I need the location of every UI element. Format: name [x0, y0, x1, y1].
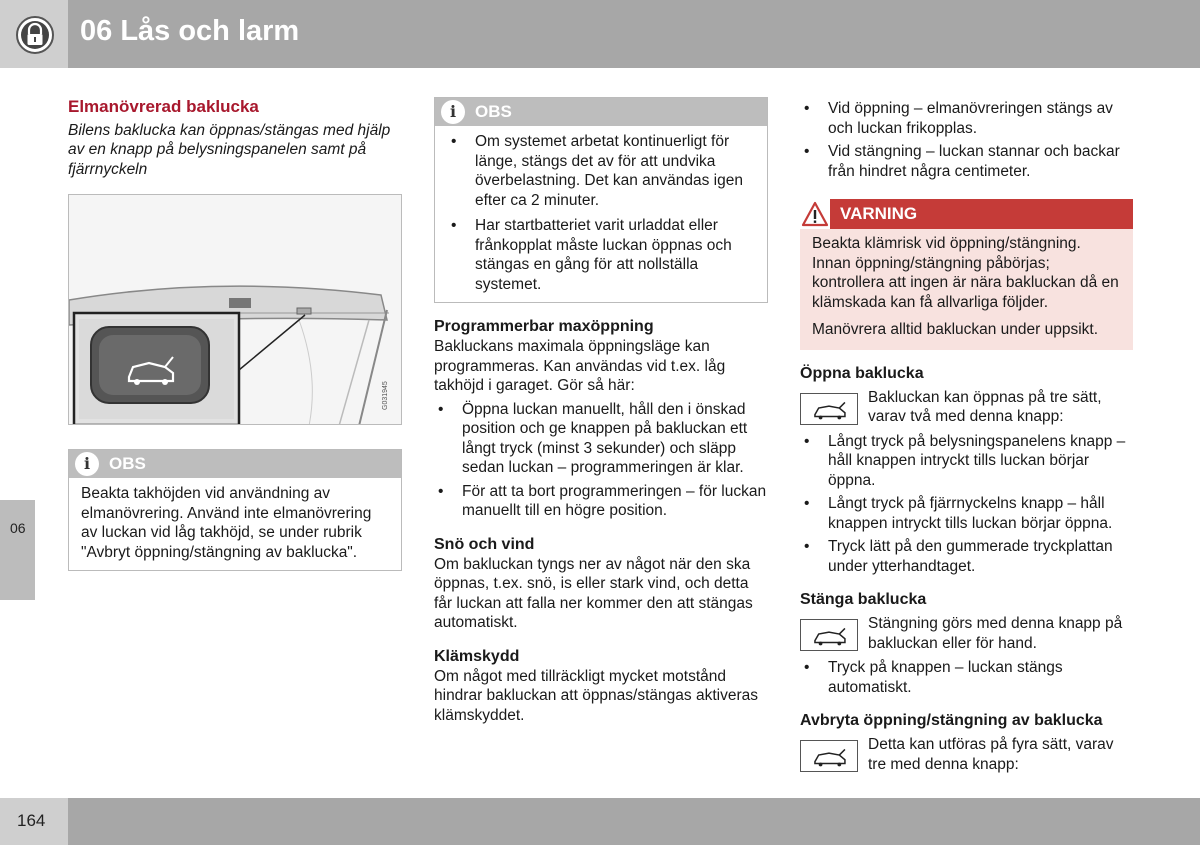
key-text: Stängning görs med denna knapp på bakluckan eller för hand. [868, 615, 1123, 652]
chapter-icon-box [0, 0, 68, 68]
key-row [800, 614, 1133, 654]
note-title: OBS [475, 102, 512, 121]
list-item: • För att ta bort programmeringen – för luckan manuellt till en högre position. [434, 482, 768, 521]
list-item: • Öppna luckan manuellt, håll den i önskad position och ge knappen på bakluckan ett långt tryck (minst 3 sekunder) och släpp sedan luckan – programmeringen är klar. [434, 400, 768, 478]
chapter-side-tab-label: 06 [10, 520, 26, 536]
list-item: • Om systemet arbetat kontinuerligt för länge, stängs det av för att undvika överbelastning. Det kan användas igen efter ca 2 minuter. [447, 132, 757, 210]
list-item: • Tryck på knappen – luckan stängs automatiskt. [800, 658, 1133, 697]
list-item: • Vid öppning – elmanövreringen stängs av och luckan frikopplas. [800, 99, 1133, 138]
subheading-open-tailgate: Öppna baklucka [800, 364, 924, 382]
subheading-close-tailgate: Stänga baklucka [800, 591, 927, 608]
tailgate-button-icon [800, 393, 858, 425]
info-icon: i [441, 100, 465, 124]
note-header [435, 98, 767, 126]
warning-text: Beakta klämrisk vid öppning/stängning. Innan öppning/stängning påbörjas; kontrollera att ingen är nära bakluckan då en klämskada kan få allvarliga följder. [812, 235, 1119, 311]
column-right [800, 95, 1133, 775]
paragraph: Bakluckans maximala öppningsläge kan programmeras. Kan användas vid t.ex. låg takhöjd i garaget. Gör så här: [434, 338, 726, 394]
column-left [68, 95, 402, 571]
list-item: • Långt tryck på fjärrnyckelns knapp – håll knappen intryckt tills luckan börjar öppna. [800, 494, 1133, 533]
note-body: Beakta takhöjden vid användning av elmanövrering. Använd inte elmanövrering av luckan vid låg takhöjd, se under rubrik "Avbryt öppning/stängning av baklucka". [81, 485, 372, 561]
warning-triangle-icon [800, 199, 830, 229]
paragraph: Om bakluckan tyngs ner av något när den ska öppnas, t.ex. snö, is eller stark vind, och detta får luckan att falla ner kommer den att stängas automatiskt. [434, 555, 753, 631]
warning-title: VARNING [840, 204, 918, 223]
note-title: OBS [109, 454, 146, 473]
note-box [434, 97, 768, 303]
chapter-title: 06 Lås och larm [80, 15, 300, 47]
tailgate-button-icon [800, 740, 858, 772]
note-body [435, 126, 767, 302]
key-text: Bakluckan kan öppnas på tre sätt, varav två med denna knapp: [868, 388, 1102, 425]
list-item: • Långt tryck på belysningspanelens knapp – håll knappen intryckt tills luckan börjar öppna. [800, 432, 1133, 491]
warning-box [800, 199, 1133, 350]
section-heading: Elmanövrerad baklucka [68, 97, 259, 116]
note-header [69, 450, 401, 478]
chapter-side-tab [0, 500, 35, 600]
tailgate-figure [68, 194, 402, 425]
list-item: • Vid stängning – luckan stannar och backar från hindret några centimeter. [800, 142, 1133, 181]
page-footer [0, 798, 1200, 845]
key-row [800, 735, 1133, 775]
section-intro: Bilens baklucka kan öppnas/stängas med hjälp av en knapp på belysningspanelen samt på fjärrnyckeln [68, 121, 391, 178]
list-item: • Tryck lätt på den gummerade tryckplattan under ytterhandtaget. [800, 537, 1133, 576]
page-header [0, 0, 1200, 68]
info-icon: i [75, 452, 99, 476]
page-number: 164 [17, 811, 46, 830]
subheading-programmable: Programmerbar maxöppning [434, 318, 654, 335]
paragraph: Om något med tillräckligt mycket motstånd hindrar bakluckan att öppnas/stängas aktiveras klämskyddet. [434, 667, 758, 724]
tailgate-button-icon [800, 619, 858, 651]
tailgate-illustration [69, 195, 402, 425]
lock-icon [15, 15, 55, 55]
warning-header [800, 199, 1133, 229]
warning-text: Manövrera alltid bakluckan under uppsikt. [812, 321, 1099, 338]
subheading-snow-wind: Snö och vind [434, 535, 535, 553]
figure-code: G031945 [382, 381, 389, 410]
subheading-pinch-protection: Klämskydd [434, 647, 520, 665]
column-middle [434, 95, 768, 725]
key-row [800, 388, 1133, 428]
list-item: • Har startbatteriet varit urladdat eller frånkopplat måste luckan öppnas och stängas en gång för att nollställa systemet. [447, 216, 757, 294]
note-box [68, 449, 402, 571]
key-text: Detta kan utföras på fyra sätt, varav tre med denna knapp: [868, 736, 1114, 773]
subheading-abort: Avbryta öppning/stängning av baklucka [800, 712, 1103, 729]
warning-body [800, 229, 1133, 350]
